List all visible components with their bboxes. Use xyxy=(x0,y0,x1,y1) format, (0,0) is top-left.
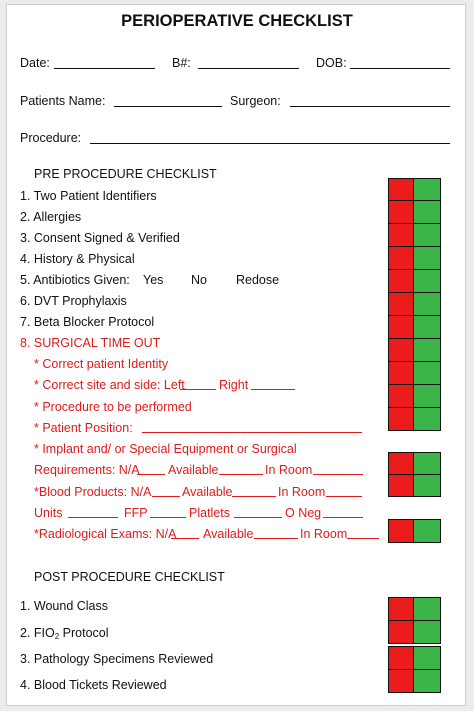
timeout-implant: * Implant and/ or Special Equipment or Surgical xyxy=(34,442,297,456)
ffp-label: FFP xyxy=(124,506,148,520)
post-item-fio2: 2. $FIO_2$ Protocol xyxy=(20,626,109,641)
date-field[interactable] xyxy=(54,68,155,69)
req-in-room-field[interactable] xyxy=(313,474,363,475)
blood-available-field[interactable] xyxy=(232,496,276,497)
oneg-label: O Neg xyxy=(285,506,322,520)
check-green[interactable] xyxy=(413,315,441,339)
check-green[interactable] xyxy=(413,223,441,247)
check-green[interactable] xyxy=(413,178,441,201)
post-item: 4. Blood Tickets Reviewed xyxy=(20,678,167,692)
oneg-field[interactable] xyxy=(323,517,363,518)
radio-check-green[interactable] xyxy=(413,519,441,543)
pre-item: 5. Antibiotics Given: xyxy=(20,273,130,287)
req-available: Available xyxy=(168,463,219,477)
timeout-requirements: Requirements: N/A xyxy=(34,463,140,477)
req-available-field[interactable] xyxy=(219,474,263,475)
procedure-label: Procedure: xyxy=(20,131,82,145)
pre-item: 2. Allergies xyxy=(20,210,82,224)
implant-check-red[interactable] xyxy=(388,452,414,475)
pre-procedure-heading: PRE PROCEDURE CHECKLIST xyxy=(34,167,217,181)
check-red[interactable] xyxy=(388,292,414,316)
check-red[interactable] xyxy=(388,246,414,270)
surgeon-label: Surgeon: xyxy=(230,94,281,108)
date-label: Date: xyxy=(20,56,50,70)
b-number-field[interactable] xyxy=(198,68,299,69)
site-right-field[interactable] xyxy=(251,389,295,390)
blood-in-room-field[interactable] xyxy=(326,496,362,497)
pre-item: 4. History & Physical xyxy=(20,252,135,266)
check-red[interactable] xyxy=(388,338,414,362)
timeout-radiological: *Radiological Exams: N/A xyxy=(34,527,177,541)
check-green[interactable] xyxy=(413,597,441,621)
blood-na-field[interactable] xyxy=(152,496,180,497)
check-green[interactable] xyxy=(413,646,441,670)
blood-check-green[interactable] xyxy=(413,474,441,497)
blood-available: Available xyxy=(182,485,233,499)
page-title: PERIOPERATIVE CHECKLIST xyxy=(121,12,353,30)
check-green[interactable] xyxy=(413,407,441,431)
patient-name-field[interactable] xyxy=(114,106,222,107)
radio-available-field[interactable] xyxy=(254,538,298,539)
antibiotic-option-no[interactable]: No xyxy=(191,273,207,287)
check-green[interactable] xyxy=(413,669,441,693)
check-red[interactable] xyxy=(388,223,414,247)
check-green[interactable] xyxy=(413,384,441,408)
timeout-position: * Patient Position: xyxy=(34,421,133,435)
blood-in-room: In Room xyxy=(278,485,326,499)
platlets-field[interactable] xyxy=(234,517,282,518)
req-in-room: In Room xyxy=(265,463,313,477)
radio-check-red[interactable] xyxy=(388,519,414,543)
patient-name-label: Patients Name: xyxy=(20,94,106,108)
check-green[interactable] xyxy=(413,620,441,644)
check-red[interactable] xyxy=(388,315,414,339)
check-green[interactable] xyxy=(413,269,441,293)
check-red[interactable] xyxy=(388,597,414,621)
timeout-blood: *Blood Products: N/A xyxy=(34,485,152,499)
timeout-site-right: Right xyxy=(219,378,249,392)
radio-na-field[interactable] xyxy=(171,538,199,539)
platlets-label: Platlets xyxy=(189,506,230,520)
check-red[interactable] xyxy=(388,620,414,644)
check-green[interactable] xyxy=(413,246,441,270)
pre-item: 1. Two Patient Identifiers xyxy=(20,189,157,203)
units-label: Units xyxy=(34,506,63,520)
surgeon-field[interactable] xyxy=(290,106,450,107)
timeout-procedure: * Procedure to be performed xyxy=(34,400,192,414)
check-green[interactable] xyxy=(413,200,441,224)
radio-available: Available xyxy=(203,527,254,541)
procedure-field[interactable] xyxy=(90,143,450,144)
patient-position-field[interactable] xyxy=(142,432,362,433)
check-red[interactable] xyxy=(388,646,414,670)
site-left-field[interactable] xyxy=(180,389,216,390)
check-red[interactable] xyxy=(388,178,414,201)
post-item: 3. Pathology Specimens Reviewed xyxy=(20,652,214,666)
pre-item: 3. Consent Signed & Verified xyxy=(20,231,180,245)
pre-item: 6. DVT Prophylaxis xyxy=(20,294,127,308)
check-green[interactable] xyxy=(413,361,441,385)
dob-field[interactable] xyxy=(350,68,450,69)
implant-check-green[interactable] xyxy=(413,452,441,475)
check-red[interactable] xyxy=(388,384,414,408)
post-item: 1. Wound Class xyxy=(20,599,109,613)
check-green[interactable] xyxy=(413,292,441,316)
b-number-label: B#: xyxy=(172,56,191,70)
check-red[interactable] xyxy=(388,669,414,693)
pre-item: 7. Beta Blocker Protocol xyxy=(20,315,155,329)
antibiotic-option-yes[interactable]: Yes xyxy=(143,273,164,287)
req-na-field[interactable] xyxy=(137,474,165,475)
radio-in-room: In Room xyxy=(300,527,348,541)
check-red[interactable] xyxy=(388,200,414,224)
check-red[interactable] xyxy=(388,269,414,293)
timeout-site: * Correct site and side: Left xyxy=(34,378,185,392)
check-red[interactable] xyxy=(388,361,414,385)
check-red[interactable] xyxy=(388,407,414,431)
units-field[interactable] xyxy=(68,517,118,518)
post-procedure-heading: POST PROCEDURE CHECKLIST xyxy=(34,570,225,584)
dob-label: DOB: xyxy=(316,56,347,70)
timeout-identity: * Correct patient Identity xyxy=(34,357,169,371)
ffp-field[interactable] xyxy=(150,517,186,518)
antibiotic-option-redose[interactable]: Redose xyxy=(236,273,280,287)
blood-check-red[interactable] xyxy=(388,474,414,497)
surgical-time-out-heading: 8. SURGICAL TIME OUT xyxy=(20,336,161,350)
check-green[interactable] xyxy=(413,338,441,362)
radio-in-room-field[interactable] xyxy=(347,538,379,539)
